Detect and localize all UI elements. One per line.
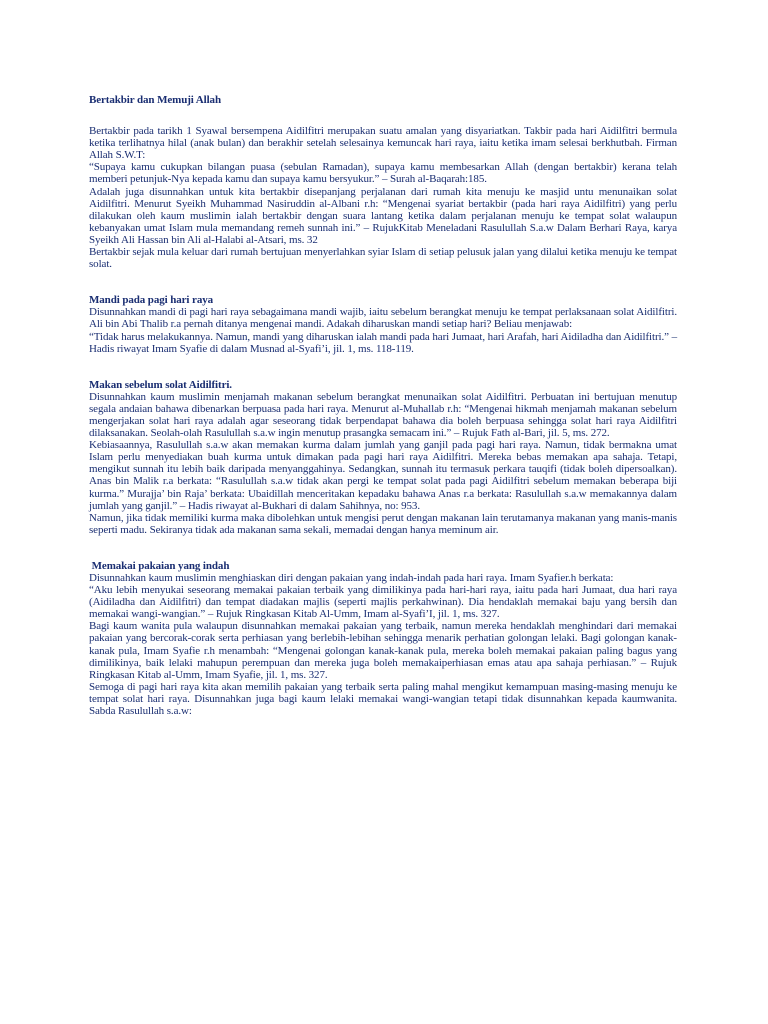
section-mandi <box>89 282 677 354</box>
paragraph: “Tidak harus melakukannya. Namun, mandi yang diharuskan ialah mandi pada hari Jumaat, hari Arafah, hari Aidiladha dan Aidilfitri.” – Hadis riwayat Imam Syafie di dalam Musnad al-Syafi’i, jil. 1, ms. 118-119. <box>89 330 677 355</box>
paragraph: Kebiasaannya, Rasulullah s.a.w akan memakan kurma dalam jumlah yang ganjil pada pagi hari raya. Namun, tidak bermakna umat Islam perlu menyediakan buah kurma untuk dimakan pada pagi hari raya Aidilfitri. Mereka bebas memakan apa sahaja. Tetapi, mengikut sunnah itu lebih baik daripada menyanggahinya. Sedangkan, sunnah itu termasuk perkara tauqifi (tidak boleh dipersoalkan). Anas bin Malik r.a berkata: “Rasulullah s.a.w tidak akan pergi ke tempat solat pada pagi Aidilfitri sebelum memakan beberapa biji kurma.” Murajja’ bin Raja’ berkata: Ubaidillah menceritakan kepadaku bahawa Anas r.a berkata: Rasulullah s.a.w memakannya dalam jumlah yang ganjil.” – Hadis riwayat al-Bukhari di dalam Sahihnya, no: 953. <box>89 439 677 512</box>
section-heading: Bertakbir dan Memuji Allah <box>89 94 221 106</box>
paragraph: Disunnahkan kaum muslimin menghiaskan diri dengan pakaian yang indah-indah pada hari raya. Imam Syafier.h berkata: <box>89 572 614 584</box>
section-heading: Memakai pakaian yang indah <box>89 559 230 572</box>
paragraph: Disunnahkan mandi di pagi hari raya sebagaimana mandi wajib, iaitu sebelum berangkat menuju ke tempat perlaksanaan solat Aidilfitri. Ali bin Abi Thalib r.a pernah ditanya mengenai mandi. Adakah diharuskan mandi setiap hari? Beliau menjawab: <box>89 306 677 331</box>
paragraph: Namun, jika tidak memiliki kurma maka dibolehkan untuk mengisi perut dengan makanan lain terutamanya makanan yang manis-manis seperti madu. Sekiranya tidak ada makanan sama sekali, memadai dengan hanya meminum air. <box>89 511 677 536</box>
section-makan <box>89 367 677 536</box>
paragraph: Bertakbir pada tarikh 1 Syawal bersempena Aidilfitri merupakan suatu amalan yang disyariatkan. Takbir pada hari Aidilfitri bermula ketika terlihatnya hilal (anak bulan) dan berakhir setelah selesainya kemuncak hari raya, iaitu ketika imam selesai berkhutbah. Firman Allah S.W.T: <box>89 125 677 162</box>
paragraph: Semoga di pagi hari raya kita akan memilih pakaian yang terbaik serta paling mahal mengikut kemampuan masing-masing menuju ke tempat solat hari raya. Disunnahkan juga bagi kaum lelaki memakai wangi-wangian tetapi tidak disunnahkan kepada kaumwanita. Sabda Rasulullah s.a.w: <box>89 680 677 718</box>
document-body <box>89 94 677 717</box>
section-heading: Mandi pada pagi hari raya <box>89 294 214 307</box>
paragraph: Bagi kaum wanita pula walaupun disunnahkan memakai pakaian yang terbaik, namun mereka hendaklah menghindari dari memakai pakaian yang bercorak-corak serta perhiasan yang berlebih-lebihan sehingga menarik perhatian golongan lelaki. Bagi golongan kanak-kanak pula, Imam Syafie r.h menambah: “Mengenai golongan kanak-kanak pula, mereka boleh memakai pakaian paling bagus yang dimilikinya, baik lelaki mahupun perempuan dan mereka juga boleh memakaiperhiasan emas atau apa sahaja perhiasan.” – Rujuk Ringkasan Kitab al-Umm, Imam Syafie, jil. 1, ms. 327. <box>89 620 677 681</box>
section-heading: Makan sebelum solat Aidilfitri. <box>89 378 232 391</box>
section-takbir <box>89 94 677 270</box>
paragraph: Adalah juga disunnahkan untuk kita bertakbir disepanjang perjalanan dari rumah kita menuju ke masjid untu menunaikan solat Aidilfitri. Menurut Syeikh Muhammad Nasiruddin al-Albani r.h: “Mengenai syariat bertakbir (pada hari raya Aidilfitri) yang perlu dilakukan oleh kaum muslimin ialah bertakbir dengan suara lantang ketika dalam perjalanan menuju ke tempat solat walaupun kebanyakan umat Islam mula memandang remeh sunnah ini.” – RujukKitab Meneladani Rasulullah S.a.w Dalam Berhari Raya, karya Syeikh Ali Hassan bin Ali al-Halabi al-Atsari, ms. 32 <box>89 185 677 246</box>
section-pakaian <box>89 548 677 717</box>
paragraph: Disunnahkan kaum muslimin menjamah makanan sebelum berangkat menunaikan solat Aidilfitri. Perbuatan ini bertujuan menutup segala andaian bahawa dibenarkan berpuasa pada hari raya. Menurut al-Muhallab r.h: “Mengenai hikmah menjamah makanan sebelum mengerjakan solat hari raya adalah agar seseorang tidak berpendapat bahawa dia boleh berpuasa sehingga solat hari raya Aidilfitri dilaksanakan. Seolah-olah Rasulullah s.a.w ingin menutup prasangka semacam ini.” – Rujuk Fath al-Bari, jil. 5, ms. 272. <box>89 390 677 440</box>
paragraph: “Supaya kamu cukupkan bilangan puasa (sebulan Ramadan), supaya kamu membesarkan Allah (dengan bertakbir) kerana telah memberi petunjuk-Nya kepada kamu dan supaya kamu bersyukur.” – Surah al-Baqarah:185. <box>89 161 677 186</box>
paragraph: “Aku lebih menyukai seseorang memakai pakaian terbaik yang dimilikinya pada hari-hari raya, iaitu pada hari Jumaat, dua hari raya (Aidiladha dan Aidilfitri) dan tempat diadakan majlis (seperti majlis perkahwinan). Dia hendaklah memakai baju yang bersih dan memakai wangi-wangian.” – Rujuk Ringkasan Kitab Al-Umm, Imam al-Syafi’I, jil. 1, ms. 327. <box>89 584 677 621</box>
paragraph: Bertakbir sejak mula keluar dari rumah bertujuan menyerlahkan syiar Islam di setiap pelusuk jalan yang dilalui ketika menuju ke tempat solat. <box>89 246 677 271</box>
